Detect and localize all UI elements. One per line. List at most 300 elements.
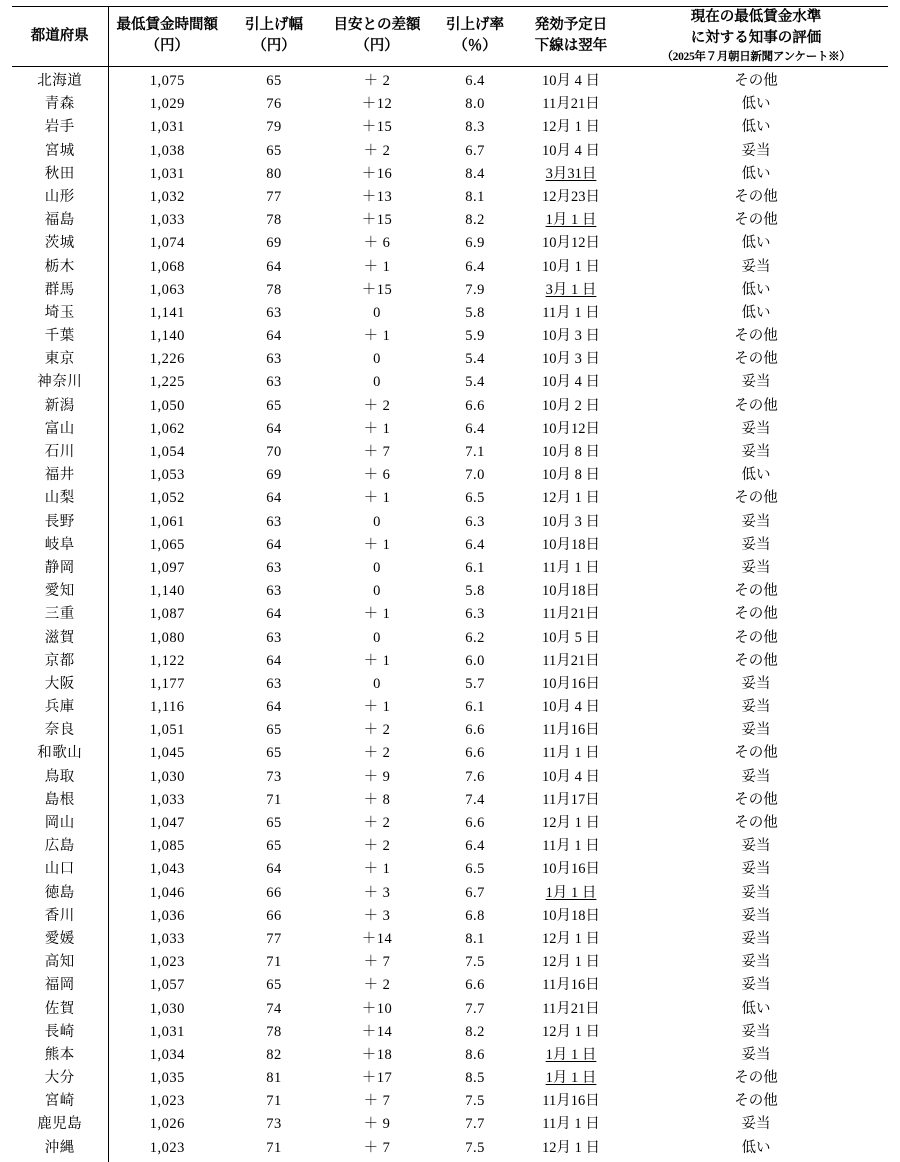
- table-row: [12, 997, 888, 1020]
- cell-difference-from-guideline: ＋ 7: [363, 1093, 391, 1110]
- table-row: [12, 696, 888, 719]
- cell-governor-evaluation: 低い: [741, 1000, 771, 1017]
- cell-prefecture: 長野: [12, 510, 108, 533]
- cell-difference-from-guideline: ＋ 1: [363, 258, 391, 275]
- cell-effective-date: 10月 5 日: [542, 629, 600, 646]
- cell-governor-evaluation: 妥当: [741, 954, 771, 971]
- cell-governor-evaluation: 妥当: [741, 838, 771, 855]
- table-row: [12, 371, 888, 394]
- cell-raise-amount: 80: [266, 165, 282, 182]
- cell-governor-evaluation: 妥当: [741, 1046, 771, 1063]
- cell-raise-rate: 7.5: [465, 1139, 485, 1156]
- cell-difference-from-guideline: ＋17: [361, 1070, 393, 1087]
- cell-difference-from-guideline: ＋15: [361, 281, 393, 298]
- cell-raise-rate: 6.6: [465, 722, 485, 739]
- cell-governor-evaluation: 妥当: [741, 768, 771, 785]
- cell-effective-date: 10月 3 日: [542, 513, 600, 530]
- cell-prefecture: 兵庫: [12, 696, 108, 719]
- cell-prefecture: 佐賀: [12, 997, 108, 1020]
- cell-minimum-wage: 1,116: [149, 699, 185, 716]
- cell-governor-evaluation: 低い: [741, 304, 771, 321]
- table-row: [12, 394, 888, 417]
- cell-raise-amount: 65: [266, 722, 282, 739]
- cell-effective-date: 10月18日: [542, 536, 600, 553]
- cell-difference-from-guideline: ＋ 2: [363, 722, 391, 739]
- cell-difference-from-guideline: ＋ 2: [363, 977, 391, 994]
- cell-difference-from-guideline: ＋10: [361, 1000, 393, 1017]
- table-row: [12, 742, 888, 765]
- cell-raise-rate: 7.0: [465, 467, 485, 484]
- cell-prefecture: 東京: [12, 348, 108, 371]
- table-row: [12, 904, 888, 927]
- cell-prefecture: 岡山: [12, 812, 108, 835]
- table-row: [12, 255, 888, 278]
- cell-governor-evaluation: 低い: [741, 467, 771, 484]
- cell-minimum-wage: 1,226: [149, 351, 185, 368]
- cell-governor-evaluation: 妥当: [741, 699, 771, 716]
- cell-governor-evaluation: 妥当: [741, 258, 771, 275]
- table-row: [12, 232, 888, 255]
- cell-prefecture: 島根: [12, 789, 108, 812]
- cell-difference-from-guideline: ＋16: [361, 165, 393, 182]
- cell-raise-rate: 5.4: [465, 351, 485, 368]
- cell-minimum-wage: 1,052: [149, 490, 185, 507]
- cell-effective-date: 10月12日: [542, 235, 600, 252]
- cell-minimum-wage: 1,063: [149, 281, 185, 298]
- cell-difference-from-guideline: 0: [373, 513, 381, 530]
- cell-prefecture: 群馬: [12, 278, 108, 301]
- cell-difference-from-guideline: ＋ 1: [363, 652, 391, 669]
- minimum-wage-table: [12, 6, 888, 1162]
- cell-difference-from-guideline: ＋ 7: [363, 954, 391, 971]
- cell-governor-evaluation: その他: [734, 815, 778, 832]
- table-row: [12, 673, 888, 696]
- cell-effective-date: 11月21日: [542, 606, 600, 623]
- column-header-effective-date: [518, 7, 624, 67]
- cell-prefecture: 秋田: [12, 162, 108, 185]
- cell-difference-from-guideline: 0: [373, 559, 381, 576]
- cell-governor-evaluation: 妥当: [741, 675, 771, 692]
- cell-minimum-wage: 1,034: [149, 1046, 185, 1063]
- cell-prefecture: 広島: [12, 835, 108, 858]
- cell-raise-rate: 7.7: [465, 1000, 485, 1017]
- cell-minimum-wage: 1,085: [149, 838, 185, 855]
- cell-raise-rate: 6.1: [465, 559, 485, 576]
- cell-governor-evaluation: 低い: [741, 281, 771, 298]
- cell-effective-date: 12月 1 日: [542, 930, 600, 947]
- cell-prefecture: 大阪: [12, 673, 108, 696]
- cell-raise-rate: 6.2: [465, 629, 485, 646]
- cell-minimum-wage: 1,035: [149, 1070, 185, 1087]
- cell-prefecture: 岩手: [12, 116, 108, 139]
- table-header-row: [12, 7, 888, 67]
- cell-effective-date: 11月21日: [542, 652, 600, 669]
- table-row: [12, 881, 888, 904]
- cell-raise-rate: 5.8: [465, 583, 485, 600]
- cell-governor-evaluation: 低い: [741, 1139, 771, 1156]
- cell-raise-amount: 82: [266, 1046, 282, 1063]
- cell-raise-rate: 6.4: [465, 838, 485, 855]
- cell-difference-from-guideline: ＋12: [361, 96, 393, 113]
- cell-prefecture: 静岡: [12, 557, 108, 580]
- cell-raise-amount: 63: [266, 675, 282, 692]
- table-row: [12, 928, 888, 951]
- cell-effective-date: 11月 1 日: [542, 838, 600, 855]
- table-row: [12, 974, 888, 997]
- effective-date-underlined: 3月 1 日: [545, 281, 597, 298]
- cell-raise-rate: 5.7: [465, 675, 485, 692]
- cell-effective-date: 11月 1 日: [542, 559, 600, 576]
- cell-governor-evaluation: その他: [734, 328, 778, 345]
- cell-governor-evaluation: その他: [734, 583, 778, 600]
- column-header-raise-rate: [432, 7, 518, 67]
- column-header-difference-line2: （円）: [355, 38, 399, 55]
- cell-raise-amount: 69: [266, 467, 282, 484]
- table-row: [12, 951, 888, 974]
- cell-difference-from-guideline: ＋15: [361, 119, 393, 136]
- table-row: [12, 348, 888, 371]
- cell-raise-amount: 64: [266, 490, 282, 507]
- cell-raise-amount: 71: [266, 1093, 282, 1110]
- table-row: [12, 441, 888, 464]
- cell-raise-amount: 74: [266, 1000, 282, 1017]
- cell-prefecture: 京都: [12, 649, 108, 672]
- cell-raise-rate: 5.4: [465, 374, 485, 391]
- cell-raise-amount: 65: [266, 815, 282, 832]
- cell-difference-from-guideline: ＋ 6: [363, 235, 391, 252]
- cell-effective-date: 10月12日: [542, 420, 600, 437]
- cell-raise-amount: 65: [266, 745, 282, 762]
- cell-governor-evaluation: 低い: [741, 119, 771, 136]
- cell-raise-rate: 6.5: [465, 861, 485, 878]
- cell-minimum-wage: 1,023: [149, 1139, 185, 1156]
- cell-effective-date: 10月 4 日: [542, 142, 600, 159]
- cell-minimum-wage: 1,140: [149, 328, 185, 345]
- cell-raise-amount: 63: [266, 629, 282, 646]
- column-header-effective-date-line1: 発効予定日: [534, 17, 608, 34]
- effective-date-underlined: 3月31日: [545, 165, 597, 182]
- cell-effective-date: 10月 3 日: [542, 328, 600, 345]
- cell-minimum-wage: 1,023: [149, 1093, 185, 1110]
- effective-date-underlined: 1月 1 日: [545, 1046, 597, 1063]
- cell-difference-from-guideline: ＋18: [361, 1046, 393, 1063]
- cell-effective-date: 10月 4 日: [542, 73, 600, 90]
- cell-prefecture: 茨城: [12, 232, 108, 255]
- cell-difference-from-guideline: ＋14: [361, 930, 393, 947]
- column-header-prefecture: [12, 7, 108, 67]
- cell-minimum-wage: 1,057: [149, 977, 185, 994]
- cell-raise-amount: 77: [266, 930, 282, 947]
- cell-prefecture: 宮崎: [12, 1090, 108, 1113]
- table-row: [12, 1090, 888, 1113]
- cell-raise-rate: 6.4: [465, 73, 485, 90]
- cell-prefecture: 北海道: [12, 66, 108, 93]
- cell-minimum-wage: 1,032: [149, 188, 185, 205]
- cell-effective-date: 11月 1 日: [542, 1116, 600, 1133]
- column-header-governor-evaluation-line2: に対する知事の評価: [690, 30, 822, 47]
- cell-minimum-wage: 1,097: [149, 559, 185, 576]
- cell-effective-date: 12月 1 日: [542, 490, 600, 507]
- cell-raise-rate: 6.7: [465, 884, 485, 901]
- cell-difference-from-guideline: ＋ 2: [363, 73, 391, 90]
- table-row: [12, 649, 888, 672]
- cell-prefecture: 千葉: [12, 325, 108, 348]
- cell-raise-amount: 64: [266, 652, 282, 669]
- cell-minimum-wage: 1,033: [149, 930, 185, 947]
- cell-prefecture: 山口: [12, 858, 108, 881]
- table-row: [12, 487, 888, 510]
- table-header: [12, 7, 888, 67]
- cell-effective-date: 11月 1 日: [542, 745, 600, 762]
- cell-raise-rate: 6.7: [465, 142, 485, 159]
- cell-prefecture: 愛知: [12, 580, 108, 603]
- cell-effective-date: 10月 8 日: [542, 444, 600, 461]
- cell-governor-evaluation: 妥当: [741, 513, 771, 530]
- cell-prefecture: 長崎: [12, 1020, 108, 1043]
- cell-effective-date: 11月16日: [542, 977, 600, 994]
- cell-minimum-wage: 1,036: [149, 907, 185, 924]
- cell-minimum-wage: 1,065: [149, 536, 185, 553]
- cell-difference-from-guideline: 0: [373, 351, 381, 368]
- cell-prefecture: 神奈川: [12, 371, 108, 394]
- cell-raise-amount: 78: [266, 281, 282, 298]
- effective-date-underlined: 1月 1 日: [545, 1070, 597, 1087]
- cell-raise-rate: 6.3: [465, 513, 485, 530]
- cell-minimum-wage: 1,030: [149, 1000, 185, 1017]
- cell-raise-rate: 6.8: [465, 907, 485, 924]
- cell-raise-amount: 65: [266, 73, 282, 90]
- cell-minimum-wage: 1,026: [149, 1116, 185, 1133]
- cell-minimum-wage: 1,122: [149, 652, 185, 669]
- column-header-governor-evaluation-note: （2025年７月朝日新聞アンケート※）: [661, 51, 851, 64]
- table-row: [12, 580, 888, 603]
- cell-prefecture: 宮城: [12, 139, 108, 162]
- cell-governor-evaluation: 低い: [741, 235, 771, 252]
- cell-difference-from-guideline: ＋ 6: [363, 467, 391, 484]
- cell-minimum-wage: 1,062: [149, 420, 185, 437]
- effective-date-underlined: 1月 1 日: [545, 212, 597, 229]
- cell-raise-rate: 7.6: [465, 768, 485, 785]
- cell-minimum-wage: 1,031: [149, 119, 185, 136]
- cell-raise-rate: 6.3: [465, 606, 485, 623]
- cell-raise-amount: 63: [266, 374, 282, 391]
- cell-raise-amount: 73: [266, 1116, 282, 1133]
- cell-difference-from-guideline: ＋ 1: [363, 606, 391, 623]
- table-row: [12, 603, 888, 626]
- cell-difference-from-guideline: ＋ 7: [363, 444, 391, 461]
- cell-raise-rate: 7.9: [465, 281, 485, 298]
- table-row: [12, 835, 888, 858]
- cell-governor-evaluation: 妥当: [741, 142, 771, 159]
- cell-minimum-wage: 1,033: [149, 791, 185, 808]
- cell-prefecture: 奈良: [12, 719, 108, 742]
- cell-governor-evaluation: 妥当: [741, 722, 771, 739]
- cell-raise-amount: 63: [266, 559, 282, 576]
- table-row: [12, 510, 888, 533]
- cell-difference-from-guideline: ＋15: [361, 212, 393, 229]
- cell-prefecture: 岐阜: [12, 533, 108, 556]
- cell-difference-from-guideline: ＋14: [361, 1023, 393, 1040]
- cell-governor-evaluation: 妥当: [741, 907, 771, 924]
- cell-effective-date: 11月16日: [542, 722, 600, 739]
- table-row: [12, 66, 888, 93]
- cell-effective-date: 12月 1 日: [542, 1023, 600, 1040]
- cell-raise-rate: 7.1: [465, 444, 485, 461]
- cell-raise-amount: 66: [266, 884, 282, 901]
- cell-prefecture: 三重: [12, 603, 108, 626]
- cell-raise-amount: 63: [266, 304, 282, 321]
- cell-prefecture: 福島: [12, 209, 108, 232]
- cell-governor-evaluation: その他: [734, 351, 778, 368]
- cell-effective-date: [518, 162, 624, 185]
- column-header-effective-date-line2: 下線は翌年: [534, 38, 608, 55]
- table-row: [12, 186, 888, 209]
- cell-governor-evaluation: 妥当: [741, 536, 771, 553]
- cell-difference-from-guideline: ＋ 8: [363, 791, 391, 808]
- table-row: [12, 139, 888, 162]
- column-header-raise-amount-line1: 引上げ幅: [245, 17, 303, 34]
- cell-minimum-wage: 1,140: [149, 583, 185, 600]
- cell-prefecture: 栃木: [12, 255, 108, 278]
- cell-difference-from-guideline: ＋ 9: [363, 1116, 391, 1133]
- cell-raise-rate: 7.5: [465, 1093, 485, 1110]
- cell-difference-from-guideline: 0: [373, 675, 381, 692]
- cell-difference-from-guideline: ＋ 1: [363, 861, 391, 878]
- cell-raise-amount: 64: [266, 606, 282, 623]
- cell-difference-from-guideline: ＋ 2: [363, 397, 391, 414]
- cell-effective-date: 10月16日: [542, 675, 600, 692]
- cell-raise-amount: 64: [266, 699, 282, 716]
- cell-minimum-wage: 1,047: [149, 815, 185, 832]
- cell-effective-date: 10月 8 日: [542, 467, 600, 484]
- cell-prefecture: 新潟: [12, 394, 108, 417]
- cell-minimum-wage: 1,054: [149, 444, 185, 461]
- cell-raise-rate: 8.3: [465, 119, 485, 136]
- column-header-governor-evaluation-line1: 現在の最低賃金水準: [690, 9, 822, 25]
- column-header-raise-rate-line2: （％）: [453, 38, 497, 55]
- cell-minimum-wage: 1,050: [149, 397, 185, 414]
- cell-minimum-wage: 1,033: [149, 212, 185, 229]
- cell-difference-from-guideline: ＋ 2: [363, 838, 391, 855]
- cell-governor-evaluation: 妥当: [741, 930, 771, 947]
- cell-raise-amount: 65: [266, 977, 282, 994]
- cell-raise-amount: 65: [266, 838, 282, 855]
- cell-effective-date: 10月18日: [542, 583, 600, 600]
- cell-raise-amount: 64: [266, 536, 282, 553]
- cell-raise-rate: 8.1: [465, 188, 485, 205]
- cell-difference-from-guideline: 0: [373, 304, 381, 321]
- cell-effective-date: 10月 3 日: [542, 351, 600, 368]
- cell-prefecture: 富山: [12, 418, 108, 441]
- table-row: [12, 719, 888, 742]
- cell-governor-evaluation: その他: [734, 397, 778, 414]
- cell-prefecture: 福井: [12, 464, 108, 487]
- column-header-prefecture-line1: 都道府県: [30, 27, 89, 44]
- cell-governor-evaluation: その他: [734, 212, 778, 229]
- cell-effective-date: 11月21日: [542, 96, 600, 113]
- cell-minimum-wage: 1,080: [149, 629, 185, 646]
- cell-governor-evaluation: その他: [734, 490, 778, 507]
- cell-difference-from-guideline: ＋13: [361, 188, 393, 205]
- table-row: [12, 1067, 888, 1090]
- column-header-raise-rate-line1: 引上げ率: [446, 17, 504, 34]
- cell-difference-from-guideline: ＋ 9: [363, 768, 391, 785]
- cell-prefecture: 沖縄: [12, 1136, 108, 1161]
- cell-prefecture: 熊本: [12, 1044, 108, 1067]
- column-header-minimum-wage-line2: （円）: [145, 38, 189, 55]
- cell-difference-from-guideline: ＋ 1: [363, 699, 391, 716]
- cell-raise-rate: 8.2: [465, 212, 485, 229]
- cell-raise-rate: 6.4: [465, 420, 485, 437]
- cell-difference-from-guideline: ＋ 3: [363, 907, 391, 924]
- cell-raise-amount: 70: [266, 444, 282, 461]
- cell-governor-evaluation: その他: [734, 652, 778, 669]
- cell-governor-evaluation: 妥当: [741, 559, 771, 576]
- cell-minimum-wage: 1,051: [149, 722, 185, 739]
- cell-raise-amount: 66: [266, 907, 282, 924]
- cell-difference-from-guideline: ＋ 1: [363, 536, 391, 553]
- cell-effective-date: 11月21日: [542, 1000, 600, 1017]
- cell-raise-rate: 6.0: [465, 652, 485, 669]
- cell-difference-from-guideline: ＋ 7: [363, 1139, 391, 1156]
- cell-effective-date: 10月 2 日: [542, 397, 600, 414]
- column-header-minimum-wage: [108, 7, 226, 67]
- cell-raise-rate: 6.6: [465, 815, 485, 832]
- cell-raise-amount: 64: [266, 861, 282, 878]
- cell-minimum-wage: 1,030: [149, 768, 185, 785]
- cell-raise-rate: 5.9: [465, 328, 485, 345]
- table-row: [12, 302, 888, 325]
- cell-minimum-wage: 1,046: [149, 884, 185, 901]
- cell-difference-from-guideline: ＋ 2: [363, 142, 391, 159]
- cell-prefecture: 石川: [12, 441, 108, 464]
- cell-raise-rate: 6.5: [465, 490, 485, 507]
- cell-minimum-wage: 1,061: [149, 513, 185, 530]
- cell-effective-date: [518, 278, 624, 301]
- cell-raise-amount: 79: [266, 119, 282, 136]
- table-row: [12, 278, 888, 301]
- cell-raise-rate: 6.4: [465, 536, 485, 553]
- cell-difference-from-guideline: ＋ 2: [363, 745, 391, 762]
- cell-effective-date: 12月 1 日: [542, 119, 600, 136]
- cell-minimum-wage: 1,023: [149, 954, 185, 971]
- cell-raise-amount: 78: [266, 212, 282, 229]
- cell-minimum-wage: 1,043: [149, 861, 185, 878]
- table-row: [12, 626, 888, 649]
- cell-raise-rate: 6.9: [465, 235, 485, 252]
- cell-raise-rate: 6.6: [465, 745, 485, 762]
- cell-minimum-wage: 1,177: [149, 675, 185, 692]
- cell-raise-amount: 69: [266, 235, 282, 252]
- cell-difference-from-guideline: ＋ 1: [363, 420, 391, 437]
- cell-raise-rate: 6.6: [465, 397, 485, 414]
- column-header-minimum-wage-line1: 最低賃金時間額: [116, 17, 218, 34]
- cell-effective-date: 11月16日: [542, 1093, 600, 1110]
- cell-raise-rate: 8.4: [465, 165, 485, 182]
- cell-governor-evaluation: その他: [734, 629, 778, 646]
- cell-prefecture: 愛媛: [12, 928, 108, 951]
- cell-governor-evaluation: 妥当: [741, 420, 771, 437]
- cell-raise-rate: 8.1: [465, 930, 485, 947]
- table-row: [12, 418, 888, 441]
- cell-effective-date: 10月 1 日: [542, 258, 600, 275]
- table-row: [12, 93, 888, 116]
- cell-prefecture: 福岡: [12, 974, 108, 997]
- effective-date-underlined: 1月 1 日: [545, 884, 597, 901]
- cell-prefecture: 鹿児島: [12, 1113, 108, 1136]
- cell-raise-amount: 78: [266, 1023, 282, 1040]
- cell-prefecture: 大分: [12, 1067, 108, 1090]
